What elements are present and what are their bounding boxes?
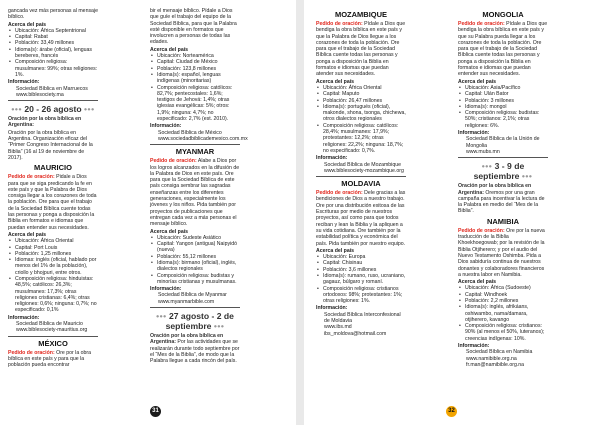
oracion-title: Oración por la obra bíblica en Argentina: <box>8 116 82 129</box>
facts-list <box>8 28 98 78</box>
facts-list <box>458 85 548 129</box>
fact-item: • Idioma(s): rumano, ruso, ucraniano, gagauz, búlgaro y romaní. <box>321 273 406 286</box>
pedido-text: Pídale a Dios que bendiga la obra bíblica en este país y que su Palabra pueda llegar a los corazones de toda la población. Ore para que el trabajo de la Sociedad Bíblica cuente todas las personas y ponga a disposición la Biblia en formatos e idiomas que puedan entender sus necesidades. <box>458 21 548 78</box>
country-heading-mozambique: MOZAMBIQUE <box>334 10 388 19</box>
page-31 <box>0 0 296 425</box>
fact-item: • Ubicación: Norteamérica <box>155 53 240 59</box>
fact-item: • Idioma(s): portugués (oficial), makonde, shona, tsonga, chichewa, otros dialectos regionales <box>321 104 406 123</box>
fact-item: • Ubicación: África Oriental <box>321 85 406 91</box>
fact-item: • Idioma(s): inglés, afrikáans, oshiwambo, nama/damara, otjiherero, kavango <box>463 304 548 323</box>
pedido-text: Alabe a Dios por los logros alcanzados en la difusión de la Palabra de Dios en este país. Ore para que la Sociedad Bíblica de este país consiga sembrar las sagradas enseñanzas entre los diferentes generaciones, especialmente los jóvenes y los niños. Pida también por proyectos de publicaciones que entregan cada vez a más personas el mensaje bíblico. <box>150 158 240 228</box>
info-title: Información: <box>458 343 490 350</box>
page31-column-1 <box>8 8 98 370</box>
pedido-text: Ore por la obra bíblica en este país y para que la población pueda encontrar <box>8 349 92 369</box>
facts-title: Acerca del país <box>458 279 497 286</box>
country-heading-moldavia: MOLDAVIA <box>341 179 381 189</box>
fact-item: • Idioma(s): árabe (oficial), lenguas bereberes, francés <box>13 47 98 60</box>
oracion-text: Por las actividades que se realizarán durante todo septiembre por el “Mes de la Biblia”, de modo que la Palabra llegue a cada rincón del país. <box>150 339 240 365</box>
country-heading-mongolia: MONGOLIA <box>482 10 524 19</box>
fact-item: • Capital: Windhoek <box>463 292 548 298</box>
fact-item: • Capital: Ciudad de México <box>155 59 240 65</box>
pedido-text: Dele gracias a las bendiciones de Dios a nuestro trabajo. Ore por una distribución exitosa de las Escrituras por medio de nuestros proyectos, así como para que todos reciban y lean la Biblia y la apliquen a su vida cotidiana. Ore también por la estabilidad política y económica del país. Pida también por nuestro equipo. <box>316 190 406 247</box>
fact-item: • Idiomas: inglés (oficial, hablado por menos del 1% de la población), criollo y bhojpuri, entre otros. <box>13 257 98 276</box>
divider <box>8 100 98 101</box>
country-heading-mauricio: MAURICIO <box>34 163 72 173</box>
fact-item: • Ubicación: África Oriental <box>13 238 98 244</box>
oracion-text: Oremos por una gran campaña para incentivar la lectura de la Palabra en medio del “Mes de la Biblia”. <box>458 189 545 215</box>
fact-item: • Capital: Ulán Bator <box>463 91 548 97</box>
oracion-text: Oración por la obra bíblica en Argentina. Organización eficaz del “Primer Congreso Internacional de la Biblia” (16 al 19 de noviembre de 2017). <box>8 129 93 161</box>
info-title: Información: <box>8 79 40 86</box>
facts-list <box>8 238 98 314</box>
info-link[interactable]: www.myanmarbible.com <box>158 298 215 305</box>
info-link[interactable]: www.namibible.org.na <box>466 355 517 362</box>
oracion-title: Oración por la obra bíblica en Argentina: <box>150 333 224 346</box>
fact-item: • Capital: Yangon (antigua) Naipyidó (nueva) <box>155 241 240 254</box>
facts-title: Acerca del país <box>150 228 189 235</box>
fact-item: • Idioma(s): mongol <box>463 104 548 110</box>
facts-list <box>316 85 406 154</box>
pedido-label: Pedido de oración: <box>316 190 363 197</box>
facts-title: Acerca del país <box>458 78 497 85</box>
info-line: Sociedad Bíblica de Myanmar <box>158 292 227 299</box>
pedido-label: Pedido de oración: <box>150 158 197 165</box>
fact-item: • Idioma(s): español, lenguas indígenas (minoritarias) <box>155 72 240 85</box>
divider <box>150 144 240 145</box>
fact-item: • Capital: Chisinau <box>321 260 406 266</box>
date-heading: ••• 27 agosto - 2 de septiembre ••• <box>156 311 234 332</box>
info-link[interactable]: www.ibs.md <box>324 324 352 331</box>
page31-column-2 <box>150 8 248 366</box>
date-heading: ••• 20 - 26 agosto ••• <box>11 104 95 115</box>
facts-list <box>316 254 406 304</box>
fact-item: • Ubicación: África (Sudoeste) <box>463 285 548 291</box>
date-text: 27 agosto - 2 de septiembre <box>165 311 234 332</box>
facts-title: Acerca del país <box>150 46 189 53</box>
country-heading-mexico: MÉXICO <box>38 338 68 348</box>
pedido-label: Pedido de oración: <box>8 174 55 181</box>
fact-item: • Población: 3 millones <box>463 98 548 104</box>
fact-item: • Capital: Port Louis <box>13 245 98 251</box>
info-title: Información: <box>150 286 182 293</box>
pedido-label: Pedido de oración: <box>316 21 363 27</box>
info-line: Sociedad Bíblica de la Unión de Mongolia <box>466 136 540 149</box>
divider <box>458 157 548 158</box>
pedido-label: Pedido de oración: <box>458 227 505 234</box>
pedido-text: Ore por la nueva traducción de la Biblia Khoekhoegowab; por la revisión de la Biblia Otjiherero; y por el audio del Nuevo Testamento Oshimba. Pida a Dios sabiduría continua de nuestros donantes y colaboradores financieros a nuestra labor en Namibia. <box>458 227 545 278</box>
facts-list <box>150 53 240 122</box>
facts-title: Acerca del país <box>316 247 355 254</box>
fact-item: • Composición religiosa: católicos: 28,4%; musulmanes: 17,9%; protestantes: 12,2%; otras religiones: 22,2%; ninguna: 18,7%; no especificado: 0,7%. <box>321 123 406 154</box>
intro-text: gancada vez más personas al mensaje bíblico. <box>8 8 98 21</box>
info-title: Información: <box>458 130 490 137</box>
facts-list <box>150 235 240 285</box>
facts-title: Acerca del país <box>8 231 47 238</box>
info-line: Sociedad Bíblica de Mozambique <box>324 161 401 168</box>
info-title: Información: <box>8 314 40 321</box>
facts-list <box>458 285 548 342</box>
date-text: 20 - 26 agosto <box>24 104 82 115</box>
fact-item: • Composición religiosa: cristianos: 90% (al menos el 50%, luteranos); creencias indígenas: 10%. <box>463 323 548 342</box>
fact-item: • Ubicación: África Septentrional <box>13 28 98 34</box>
page-number-badge: 32 <box>446 406 457 417</box>
divider <box>150 307 240 308</box>
date-heading: ••• 3 - 9 de septiembre ••• <box>473 161 533 182</box>
intro-text: bir el mensaje bíblico. Pídale a Dios que guíe el trabajo del equipo de la Sociedad Bíblica, para que la Palabra esté disponible en formatos que involucren a personas de todas las edades. <box>150 8 237 46</box>
fact-item: • Población: 1,25 millones <box>13 251 98 257</box>
country-heading-myanmar: MYANMAR <box>175 147 215 157</box>
page-gutter <box>296 0 304 425</box>
facts-title: Acerca del país <box>8 21 47 28</box>
country-heading-namibia: NAMIBIA <box>486 216 520 226</box>
info-line: Sociedad Bíblica Interconfesional de Moldavia <box>324 311 401 325</box>
fact-item: • Población: 33,49 millones <box>13 40 98 46</box>
fact-item: • Composición religiosa: católicos: 82,7%; pentecostales: 1,6%; testigos de Jehová: 1,4%; otras iglesias evangélicas: 5%; otros: 1,9%; ninguna: 4,7%; no especificado: 2,7% (est. 2010). <box>155 85 240 123</box>
fact-item: • Población: 55,12 millones <box>155 254 240 260</box>
fact-item: • Composición religiosa: musulmanes: 99%; otras religiones: 1%. <box>13 59 98 78</box>
info-line: Sociedad Bíblica en Namibia <box>466 349 533 356</box>
info-email[interactable]: fr.man@namibible.org.na <box>466 361 525 368</box>
fact-item: • Capital: Maputo <box>321 91 406 97</box>
info-link[interactable]: www.biblesociety-mozambique.org <box>324 167 404 174</box>
pedido-label: Pedido de oración: <box>458 21 505 27</box>
fact-item: • Ubicación: Europa <box>321 254 406 260</box>
fact-item: • Capital: Rabat <box>13 34 98 40</box>
fact-item: • Ubicación: Asia/Pacífico <box>463 85 548 91</box>
page-number-badge: 31 <box>150 406 161 417</box>
pedido-label: Pedido de oración: <box>8 349 55 356</box>
info-link[interactable]: www.biblesociety-mauritius.org <box>16 327 88 334</box>
page32-column-2 <box>458 8 548 368</box>
info-title: Información: <box>316 155 348 162</box>
info-link[interactable]: www.biblesociety.ma <box>16 91 64 98</box>
fact-item: • Población: 123,8 millones <box>155 66 240 72</box>
fact-item: • Composición religiosa: cristianos ortodoxos: 98%; protestantes: 1%; otras religiones: 1%. <box>321 286 406 305</box>
fact-item: • Población: 26,47 millones <box>321 98 406 104</box>
divider <box>316 176 406 177</box>
oracion-title: Oración por la obra bíblica en Argentina: <box>458 183 532 196</box>
fact-item: • Población: 2,2 millones <box>463 298 548 304</box>
info-title: Información: <box>150 123 182 130</box>
fact-item: • Composición religiosa: budistas: 50%; cristianos: 2,1%; otras religiones: 6%. <box>463 110 548 129</box>
fact-item: • Composición religiosa: budistas y minorías cristianas y musulmanas. <box>155 273 240 286</box>
page-32 <box>304 0 600 425</box>
fact-item: • Composición religiosa: hinduistas: 48,5%; católicos: 26,3%; musulmanes: 17,3%; otras religiones cristianas: 6,4%; otras religiones: 0,6%; ninguna: 0,7%; no especificado: 0,1% <box>13 276 98 314</box>
info-link[interactable]: www.sociedadbiblicademexico.com.mx <box>158 135 248 142</box>
info-line: Sociedad Bíblica de Mauricio <box>16 321 83 328</box>
pedido-text: Pídale a Dios que bendiga la obra bíblica en este país y que la Palabra de Dios llegue a los corazones de toda la población. Ore para que el trabajo de la Sociedad Bíblica cuente todas las personas y ponga a disposición la Biblia en formatos e idiomas que puedan atender sus necesidades. <box>316 21 406 78</box>
date-text: 3 - 9 de septiembre <box>473 161 525 182</box>
info-title: Información: <box>316 305 348 312</box>
info-email[interactable]: ibs_moldova@hotmail.com <box>324 330 387 337</box>
facts-title: Acerca del país <box>316 78 355 85</box>
divider <box>8 336 98 337</box>
fact-item: • Ubicación: Sudeste Asiático <box>155 235 240 241</box>
page32-column-1 <box>316 8 406 337</box>
info-line: Sociedad Bíblica de México <box>158 129 222 136</box>
fact-item: • Población: 3,6 millones <box>321 267 406 273</box>
info-link[interactable]: www.mubs.mn <box>466 148 500 155</box>
info-line: Sociedad Bíblica en Marruecos <box>16 85 88 92</box>
fact-item: • Idioma(s): birmano (oficial), inglés, dialectos regionales <box>155 260 240 273</box>
pedido-text: Pidale a Dios para que se siga predicando la fe en este país y que la Palabra de Dios consiga llegar a los corazones de toda la población. Ore para que el trabajo de la Sociedad Bíblica cuente todas las personas y ponga a disposición la Biblia en formatos e idiomas que puedan entender sus necesidades. <box>8 174 97 231</box>
